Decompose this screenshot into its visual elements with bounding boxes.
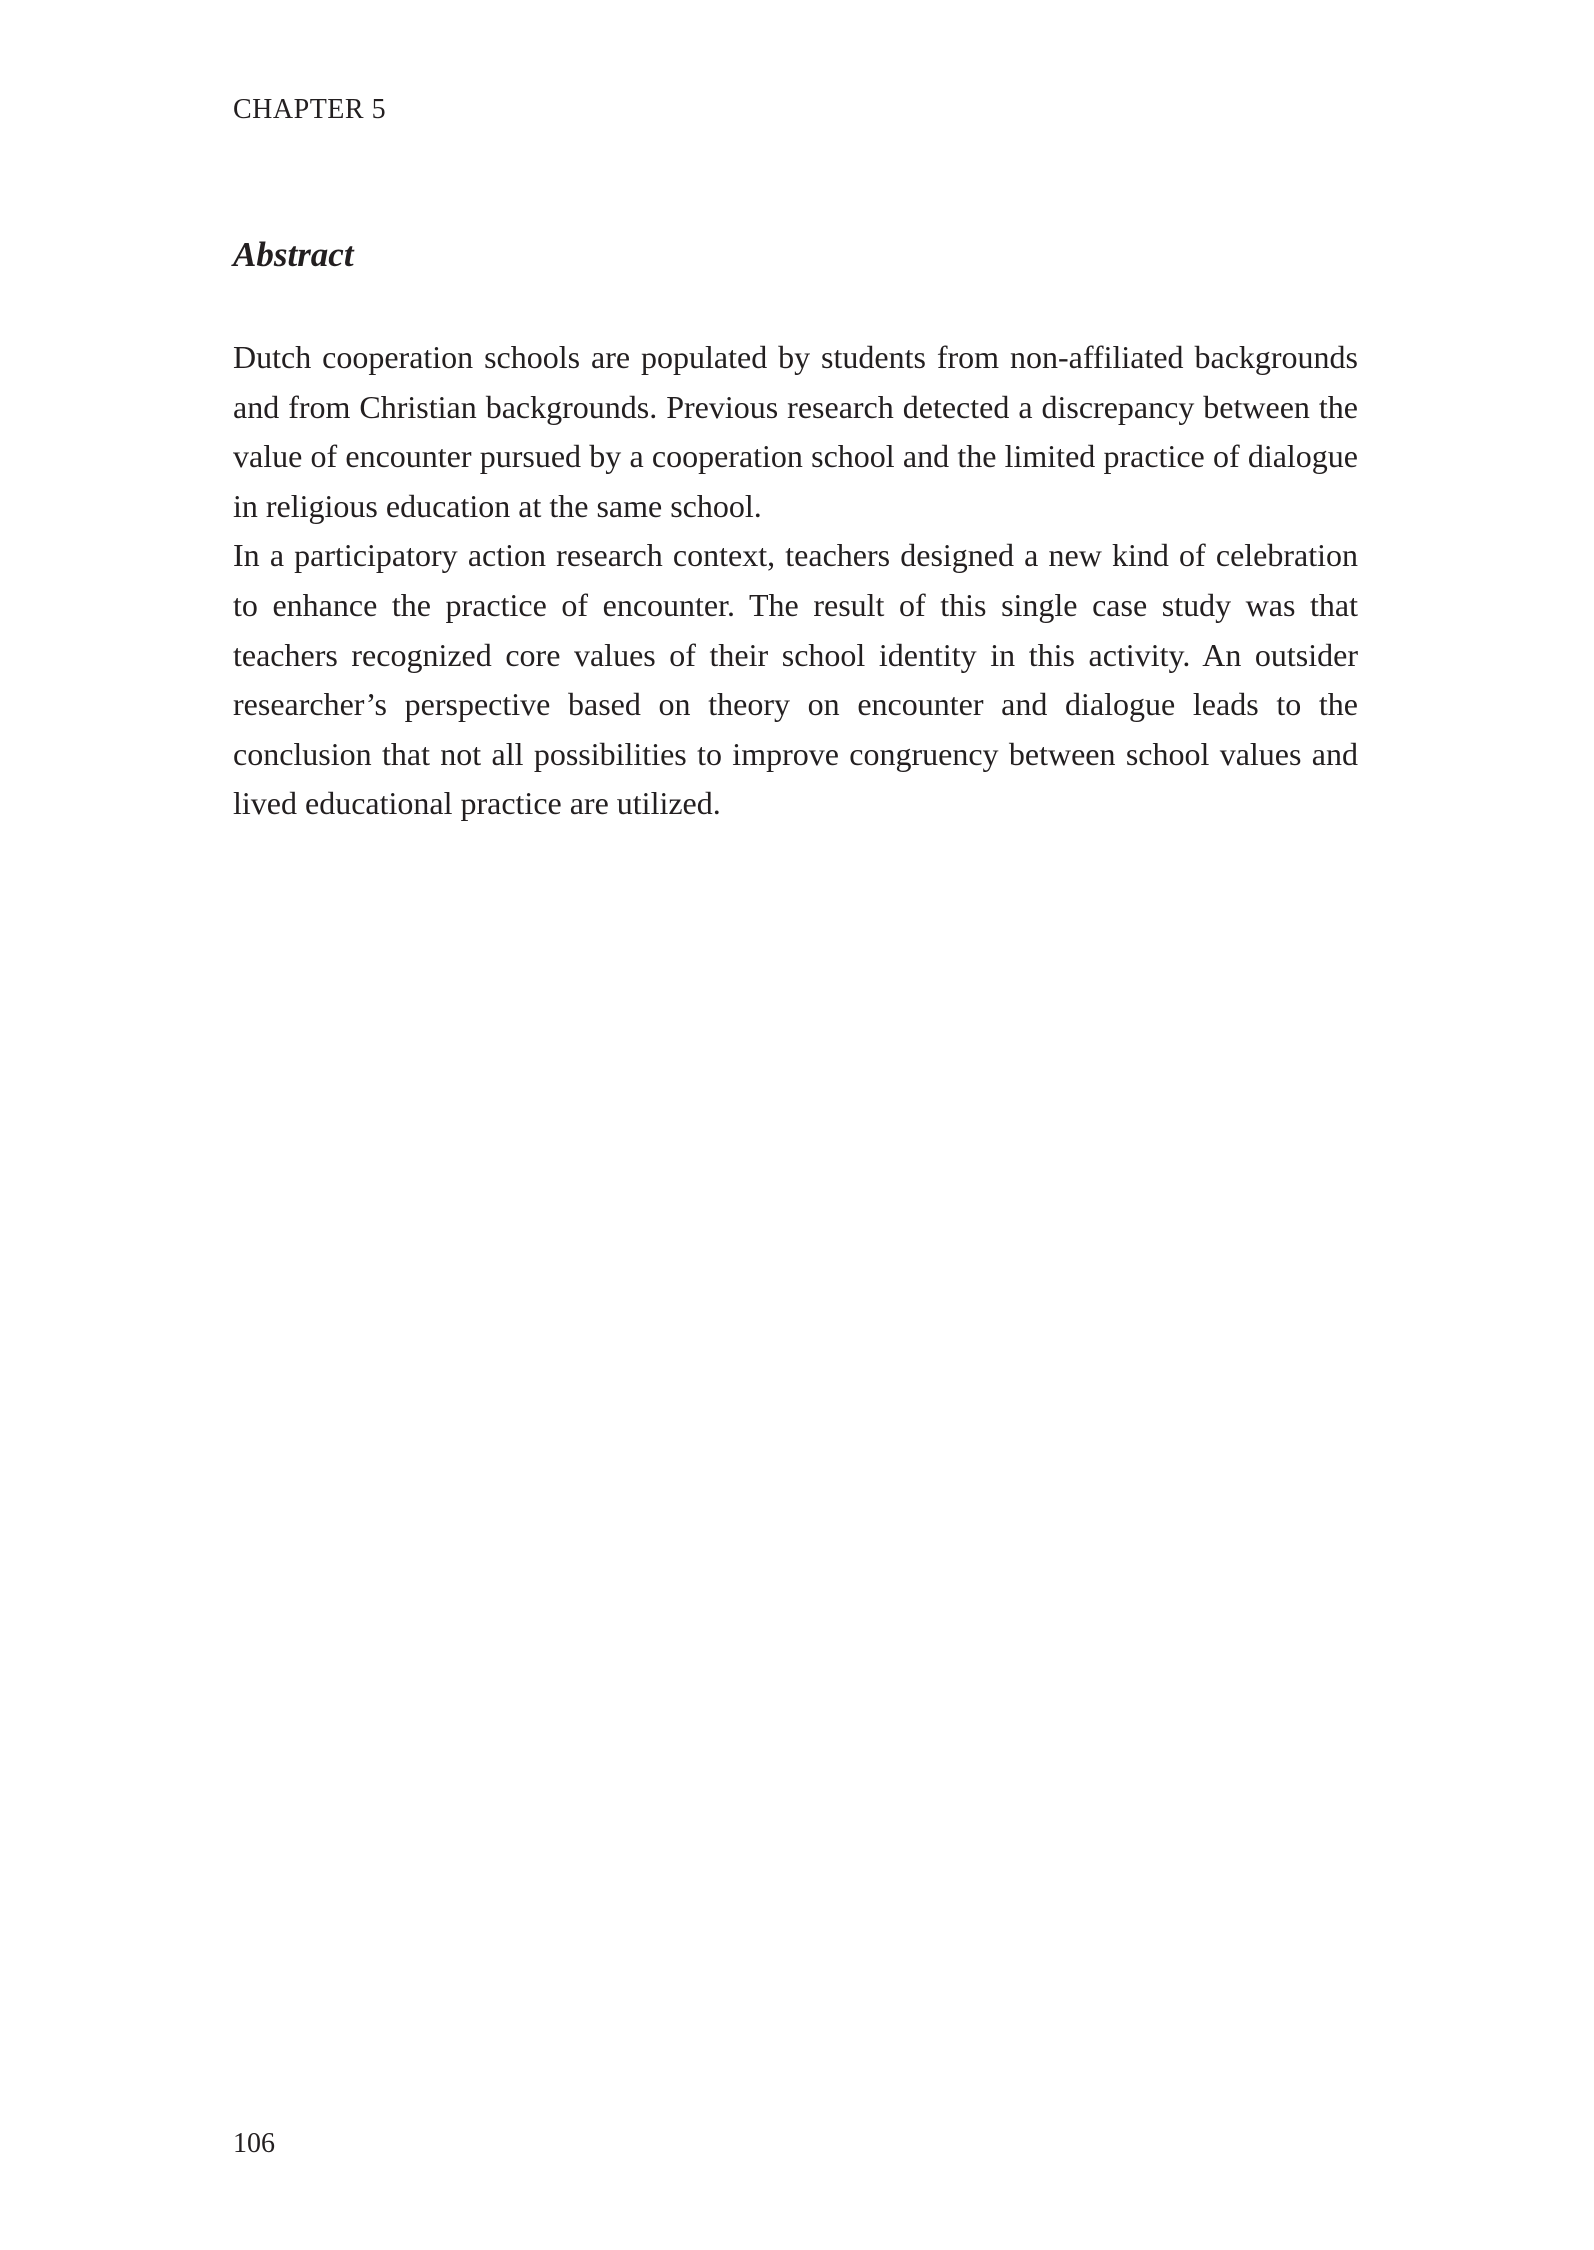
abstract-heading: Abstract: [233, 235, 354, 274]
page-number: 106: [233, 2128, 275, 2159]
abstract-paragraph: Dutch cooperation schools are populated by students from non-affiliated backgrounds and from Christian backgrounds. Previous research detected a discrepancy between the value of encounter pursued by a cooperation school and the limited practice of dialogue in religious education at the same school.: [233, 339, 1358, 524]
abstract-body: [233, 333, 1358, 829]
running-head: CHAPTER 5: [233, 94, 387, 125]
abstract-paragraph: In a participatory action research context, teachers designed a new kind of celebration to enhance the practice of encounter. The result of this single case study was that teachers recognized core values of their school identity in this activity. An outsider researcher’s perspective based on theory on encounter and dialogue leads to the conclusion that not all possibilities to improve congruency between school values and lived educational practice are utilized.: [233, 537, 1358, 822]
